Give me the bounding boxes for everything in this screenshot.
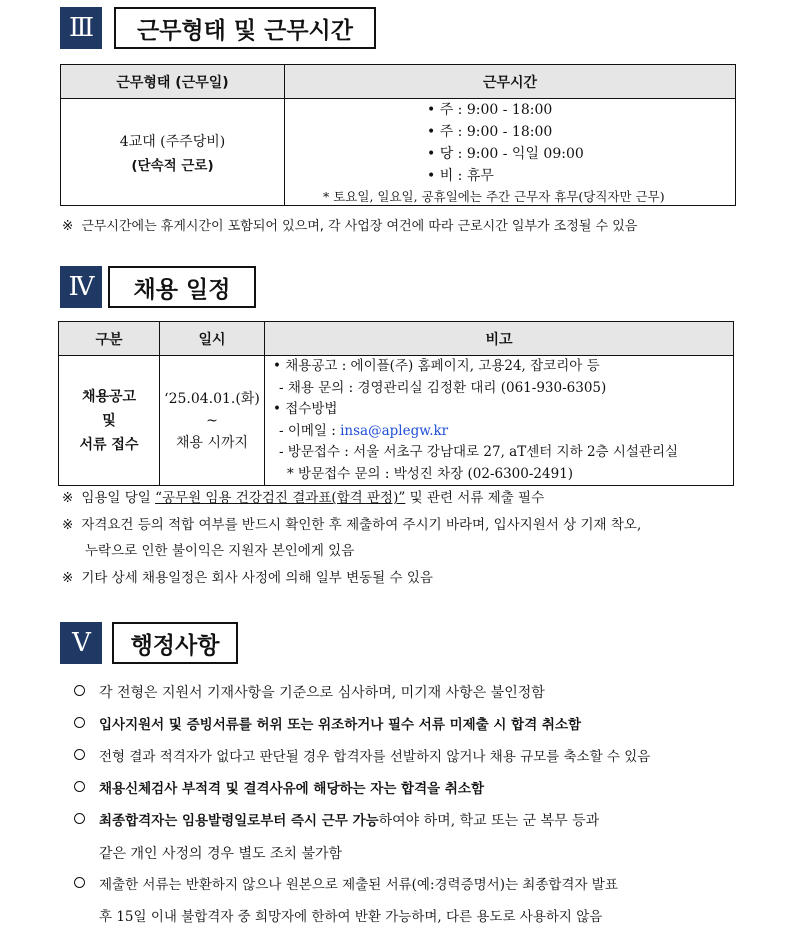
schedule-note-2 xyxy=(62,513,641,533)
circle-bullet-icon xyxy=(74,685,85,696)
schedule-item: • 당 : 9:00 - 익일 09:00 xyxy=(427,146,584,162)
note-underlined: “공무원 임용 건강검진 결과표(합격 판정)” xyxy=(155,490,406,506)
date-line: ~ xyxy=(206,412,218,429)
schedule-item: • 주 : 9:00 - 18:00 xyxy=(427,124,553,140)
work-hours-table xyxy=(60,64,736,206)
item-text: 전형 결과 적격자가 없다고 판단될 경우 합격자를 선발하지 않거나 채용 규모를 축소할 수 있음 xyxy=(99,749,651,765)
note-text: 임용일 당일 xyxy=(81,490,156,506)
section-3-title: 근무형태 및 근무시간 xyxy=(114,7,376,49)
remark-line: * 방문접수 문의 : 박성진 차장 (02-6300-2491) xyxy=(287,465,574,482)
section-4-title: 채용 일정 xyxy=(108,266,256,308)
section-4-number: Ⅳ xyxy=(60,266,102,308)
table-header: 구분 xyxy=(59,322,160,356)
schedule-item: • 비 : 휴무 xyxy=(427,168,494,184)
circle-bullet-icon xyxy=(74,749,85,760)
item-text-cont: 후 15일 이내 불합격자 중 희망자에 한하여 반환 가능하며, 다른 용도로 사용하지 않음 xyxy=(99,909,603,925)
category-line: 및 xyxy=(102,412,116,429)
date-line: ‘25.04.01.(화) xyxy=(164,390,260,407)
circle-bullet-icon xyxy=(74,813,85,824)
item-text-cont: 같은 개인 사정의 경우 별도 조치 불가함 xyxy=(99,846,343,862)
schedule-note-2-cont: 누락으로 인한 불이익은 지원자 본인에게 있음 xyxy=(85,543,355,559)
schedule-note: * 토요일, 일요일, 공휴일에는 주간 근무자 휴무(당직자만 근무) xyxy=(323,189,665,204)
note-text: 기타 상세 채용일정은 회사 사정에 의해 일부 변동될 수 있음 xyxy=(81,570,433,586)
schedule-note-3 xyxy=(62,566,433,586)
work-hours-note xyxy=(62,215,637,234)
circle-bullet-icon xyxy=(74,877,85,888)
date-line: 채용 시까지 xyxy=(175,434,249,451)
item-text: 제출한 서류는 반환하지 않으나 원본으로 제출된 서류(예:경력증명서)는 최종합격자 발표 xyxy=(99,877,618,893)
item-text: 하여야 하며, 학교 또는 군 복무 등과 xyxy=(378,813,600,829)
section-5-title: 행정사항 xyxy=(112,622,238,664)
circle-bullet-icon xyxy=(74,781,85,792)
remark-line: - 채용 문의 : 경영관리실 김정환 대리 (061-930-6305) xyxy=(279,379,607,396)
note-text: 근무시간에는 휴게시간이 포함되어 있으며, 각 사업장 여건에 따라 근로시간 일부가 조정될 수 있음 xyxy=(81,219,638,234)
work-type-note: (단속적 근로) xyxy=(131,157,214,174)
table-header: 일시 xyxy=(160,322,265,356)
date-cell xyxy=(160,356,265,486)
table-header: 비고 xyxy=(265,322,734,356)
schedule-item: • 주 : 9:00 - 18:00 xyxy=(427,102,553,118)
table-header: 근무형태 (근무일) xyxy=(61,65,285,99)
item-text: 채용신체검사 부적격 및 결격사유에 해당하는 자는 합격을 취소함 xyxy=(99,781,485,797)
section-5-number: Ⅴ xyxy=(60,622,102,664)
admin-item-1 xyxy=(74,682,545,702)
remark-line: • 접수방법 xyxy=(273,401,338,417)
admin-item-3 xyxy=(74,745,650,765)
item-text: 입사지원서 및 증빙서류를 허위 또는 위조하거나 필수 서류 미제출 시 합격 취소함 xyxy=(99,717,582,733)
remark-line: • 채용공고 : 에이플(주) 홈페이지, 고용24, 잡코리아 등 xyxy=(273,358,600,374)
table-header: 근무시간 xyxy=(285,65,736,99)
admin-item-2 xyxy=(74,713,581,733)
item-text-bold: 최종합격자는 임용발령일로부터 즉시 근무 가능 xyxy=(99,813,379,829)
email-label: - 이메일 : xyxy=(279,422,341,439)
note-mark: ※ xyxy=(62,570,74,586)
item-text: 각 전형은 지원서 기재사항을 기준으로 심사하며, 미기재 사항은 불인정함 xyxy=(99,685,545,701)
schedule-note-1 xyxy=(62,486,544,506)
schedule-table xyxy=(58,321,734,486)
note-mark: ※ xyxy=(62,517,74,533)
remark-line xyxy=(273,421,733,443)
note-mark: ※ xyxy=(62,490,74,506)
note-text: 및 관련 서류 제출 필수 xyxy=(405,490,545,506)
category-cell xyxy=(59,356,160,486)
category-line: 채용공고 xyxy=(81,388,137,405)
remark-line: - 방문접수 : 서울 서초구 강남대로 27, aT센터 지하 2층 시설관리실 xyxy=(279,444,679,460)
admin-item-6 xyxy=(74,873,618,925)
admin-item-4 xyxy=(74,777,484,797)
email-link[interactable]: insa@aplegw.kr xyxy=(340,422,449,439)
note-text: 자격요건 등의 적합 여부를 반드시 확인한 후 제출하여 주시기 바라며, 입사지원서 상 기재 착오, xyxy=(81,517,642,533)
remarks-cell xyxy=(265,356,734,486)
section-3-number: Ⅲ xyxy=(60,7,102,49)
category-line: 서류 접수 xyxy=(79,436,139,453)
circle-bullet-icon xyxy=(74,717,85,728)
work-type: 4교대 (주주당비) xyxy=(119,133,226,150)
work-hours-cell xyxy=(285,99,736,206)
note-mark: ※ xyxy=(62,218,74,234)
admin-item-5 xyxy=(74,809,599,863)
work-type-cell xyxy=(61,99,285,206)
